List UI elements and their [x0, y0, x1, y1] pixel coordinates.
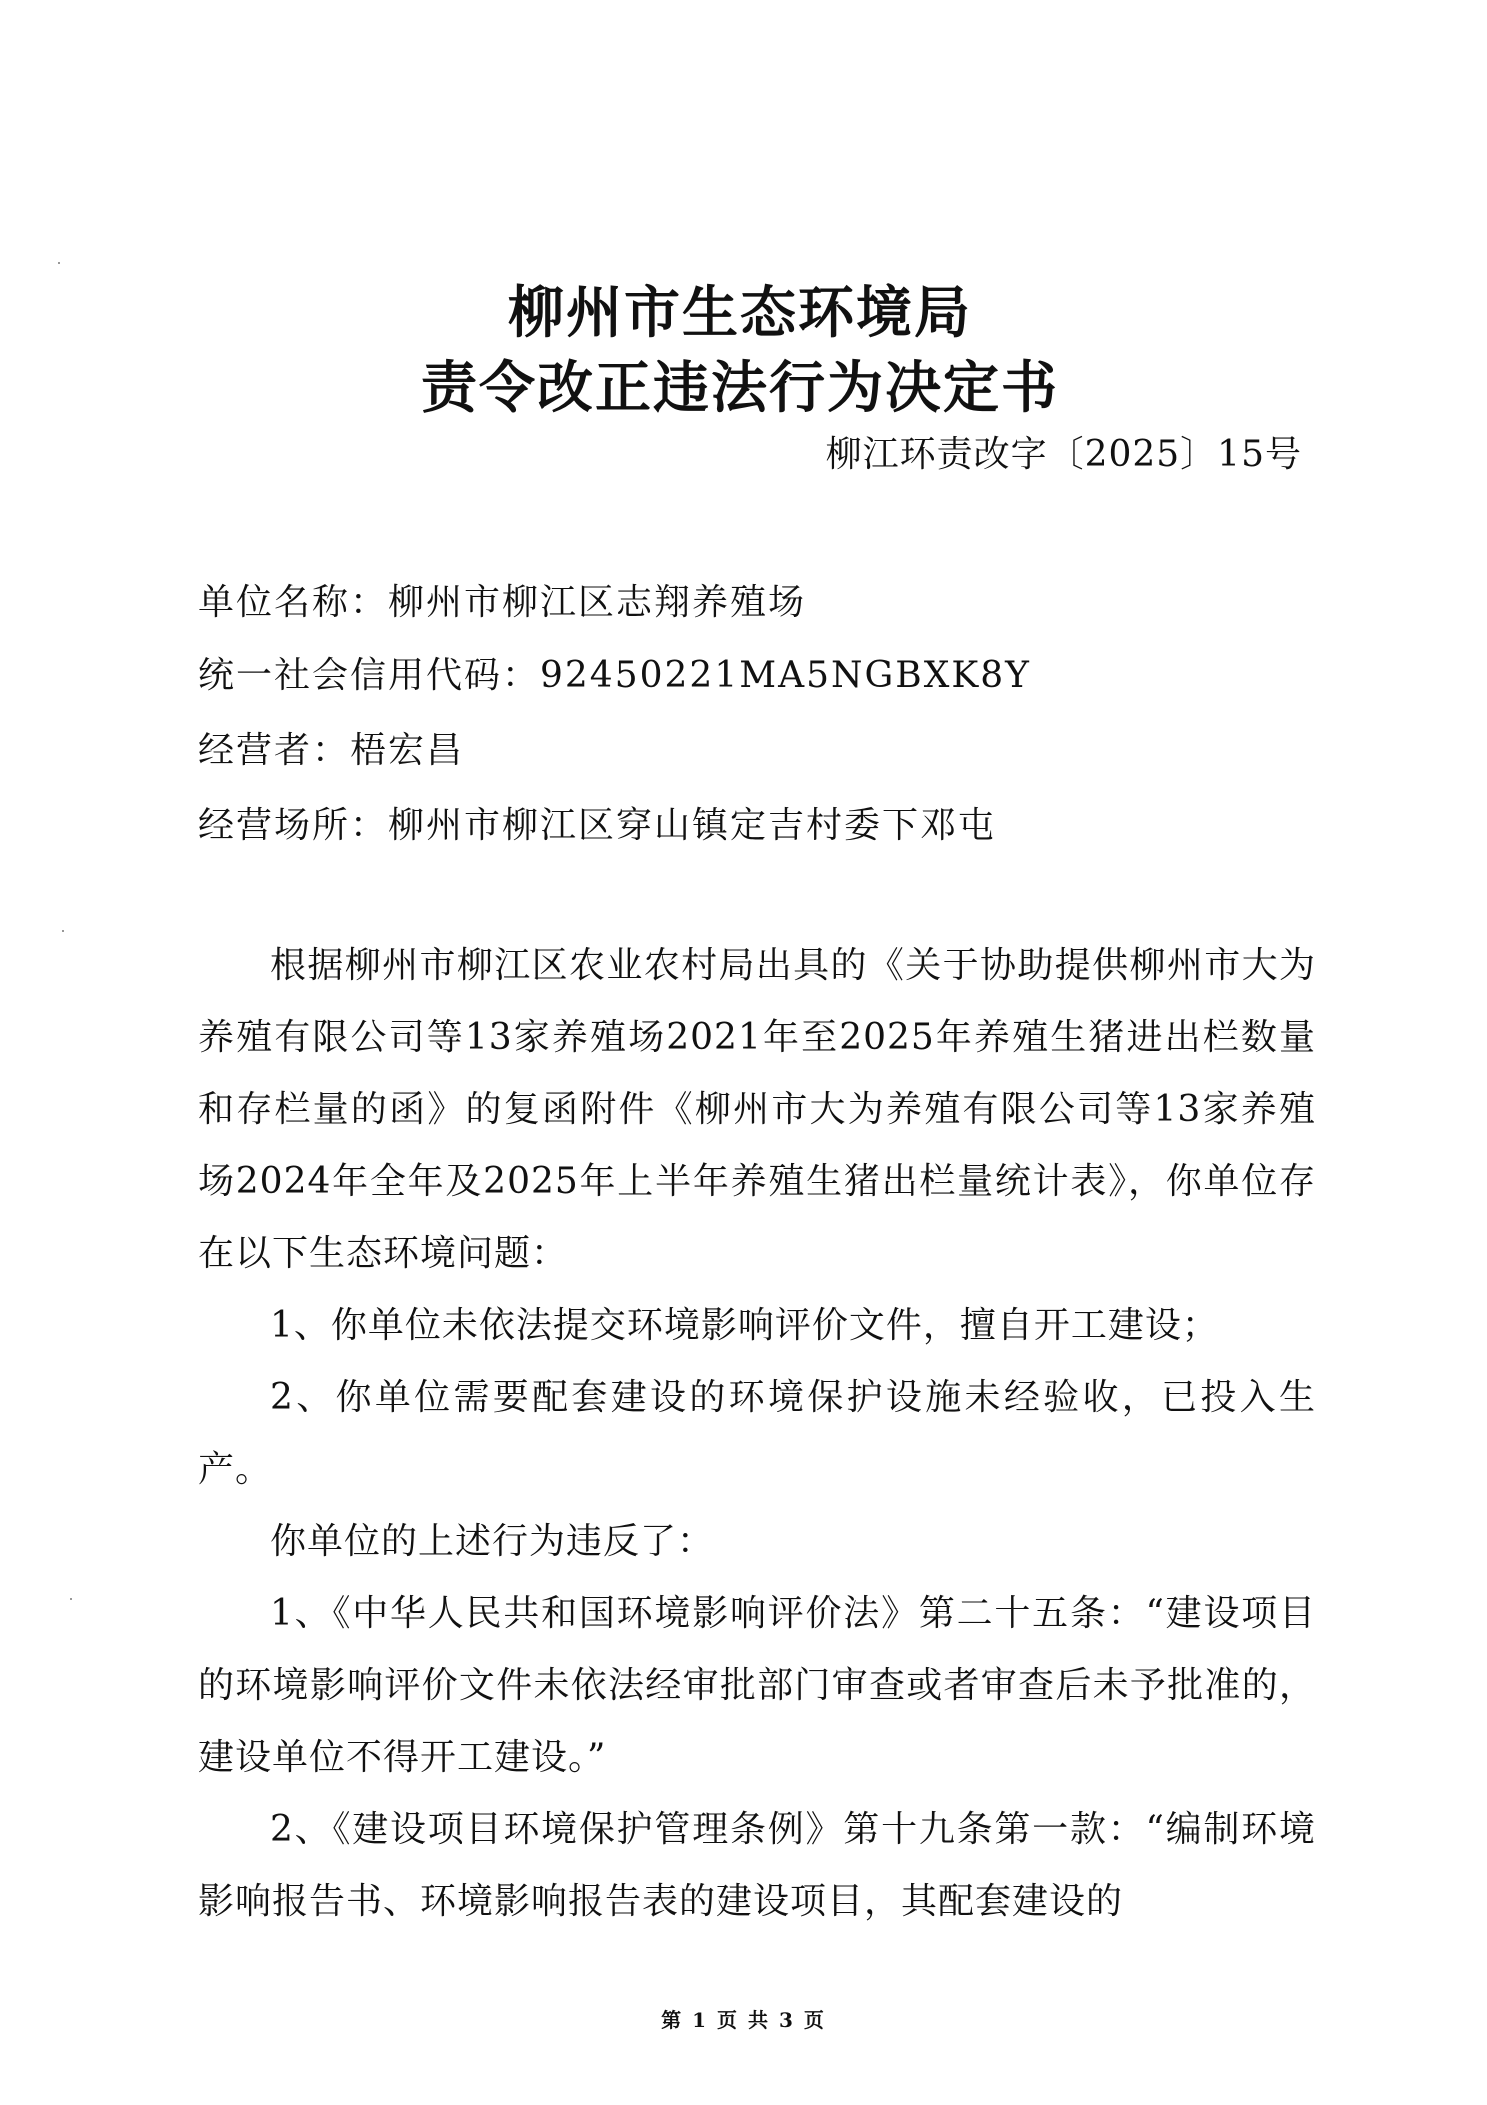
document-title-line2: 责令改正违法行为决定书	[421, 355, 1059, 421]
body-paragraph: 2、《建设项目环境保护管理条例》第十九条第一款：“编制环境影响报告书、环境影响报告表的建设项目，其配套建设的	[198, 1809, 1316, 1922]
body-paragraph: 1、《中华人民共和国环境影响评价法》第二十五条：“建设项目的环境影响评价文件未依法经审批部门审查或者审查后未予批准的，建设单位不得开工建设。”	[198, 1593, 1316, 1778]
document-title-line1: 柳州市生态环境局	[508, 280, 972, 346]
business-location: 经营场所：柳州市柳江区穿山镇定吉村委下邓屯	[198, 805, 997, 846]
body-paragraph: 1、你单位未依法提交环境影响评价文件，擅自开工建设；	[270, 1305, 1219, 1346]
scan-speck	[70, 1598, 72, 1600]
document-body	[198, 930, 1316, 1938]
body-paragraph: 2、你单位需要配套建设的环境保护设施未经验收，已投入生产。	[198, 1377, 1316, 1490]
body-paragraph: 根据柳州市柳江区农业农村局出具的《关于协助提供柳州市大为养殖有限公司等13家养殖场2021年至2025年养殖生猪进出栏数量和存栏量的函》的复函附件《柳州市大为养殖有限公司等13家养殖场2024年全年及2025年上半年养殖生猪出栏量统计表》，你单位存在以下生态环境问题：	[198, 945, 1316, 1274]
credit-code: 统一社会信用代码：92450221MA5NGBXK8Y	[198, 655, 1031, 696]
scan-speck	[62, 930, 64, 932]
page-indicator: 第 1 页 共 3 页	[661, 2008, 826, 2032]
operator: 经营者：梧宏昌	[198, 730, 465, 771]
document-number: 柳江环责改字〔2025〕15号	[825, 434, 1302, 475]
scan-speck	[58, 262, 60, 264]
body-paragraph: 你单位的上述行为违反了：	[270, 1521, 715, 1562]
unit-name: 单位名称：柳州市柳江区志翔养殖场	[198, 582, 807, 623]
